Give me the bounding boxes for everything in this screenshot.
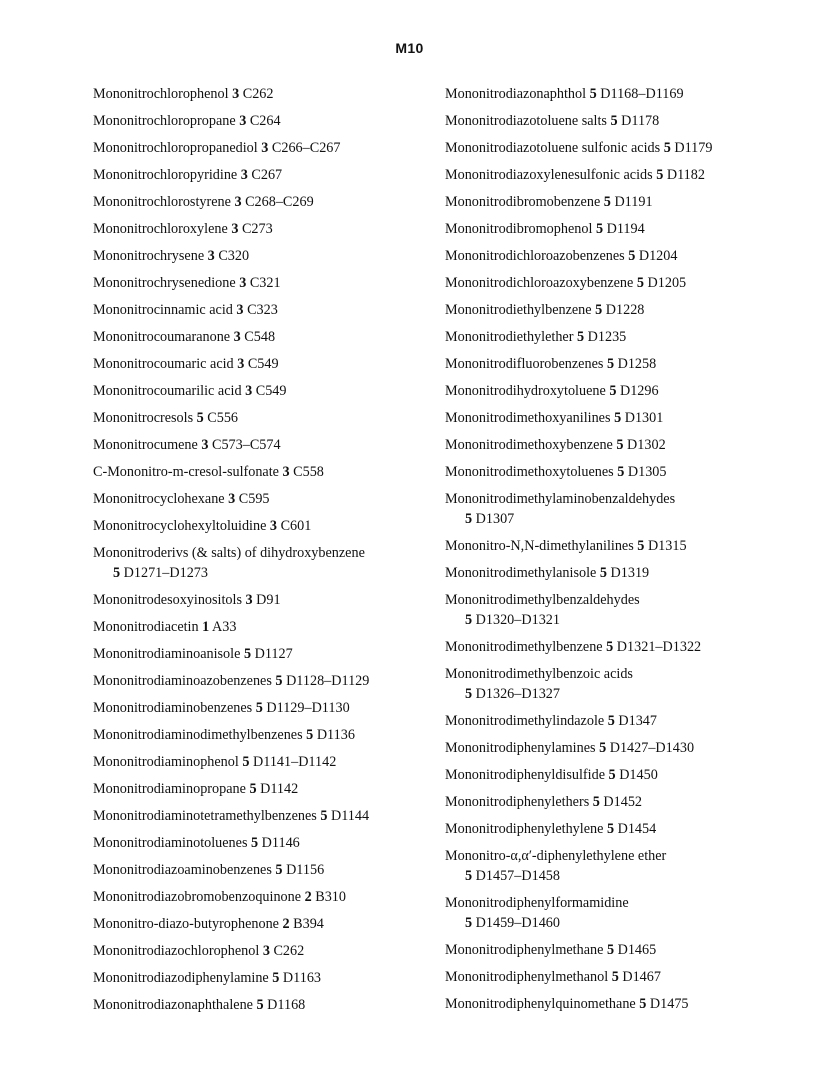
entry-term: Mononitrodiphenylmethanol (445, 969, 609, 985)
entry-volume: 3 (282, 464, 290, 480)
entry-pages: D1128–D1129 (286, 673, 370, 689)
entry-term: Mononitrodiazodiphenylamine (93, 970, 269, 986)
index-entry (93, 725, 428, 752)
entry-term: Mononitrodimethylbenzene (445, 639, 603, 655)
entry-pages: B394 (293, 916, 324, 932)
entry-term: Mononitrodichloroazobenzenes (445, 248, 625, 264)
index-entry (445, 300, 815, 327)
entry-pages: C266–C267 (271, 140, 341, 156)
entry-pages: D1129–D1130 (266, 700, 350, 716)
index-entry (93, 489, 428, 516)
entry-term: Mononitrodimethylbenzoic acids (445, 666, 633, 682)
entry-continuation (445, 866, 815, 886)
index-entry (445, 994, 815, 1021)
index-entry (93, 300, 428, 327)
index-entry (93, 354, 428, 381)
index-entry (93, 138, 428, 165)
entry-term: Mononitrodiaminopropane (93, 781, 246, 797)
entry-term: Mononitrocresols (93, 410, 194, 426)
entry-term: Mononitrodimethoxybenzene (445, 437, 613, 453)
index-entry (445, 84, 815, 111)
entry-term: Mononitrochrysene (93, 248, 205, 264)
index-entry (445, 967, 815, 994)
entry-term: Mononitrochloropropanediol (93, 140, 258, 156)
entry-pages: D1301 (624, 410, 664, 426)
index-entry (445, 408, 815, 435)
index-entry (93, 84, 428, 111)
entry-pages: C262 (242, 86, 274, 102)
entry-term: Mononitrodibromophenol (445, 221, 593, 237)
index-entry (93, 671, 428, 698)
entry-volume: 1 (202, 619, 210, 635)
index-entry (445, 138, 815, 165)
index-entry (445, 381, 815, 408)
entry-term: Mononitrodiphenylformamidine (445, 895, 629, 911)
entry-volume: 5 (272, 970, 280, 986)
index-entry (93, 246, 428, 273)
entry-term: Mononitro-diazo-butyrophenone (93, 916, 279, 932)
entry-volume: 5 (306, 727, 314, 743)
entry-volume: 3 (233, 329, 241, 345)
entry-pages: D1307 (475, 511, 515, 527)
entry-pages: D1475 (649, 996, 689, 1012)
index-column-right (445, 84, 815, 1021)
entry-volume: 5 (609, 383, 617, 399)
entry-volume: 2 (282, 916, 290, 932)
index-entry (93, 887, 428, 914)
entry-term: Mononitrodiphenylamines (445, 740, 596, 756)
entry-volume: 5 (616, 437, 624, 453)
entry-pages: C321 (249, 275, 281, 291)
entry-pages: D1454 (617, 821, 657, 837)
entry-pages: D1205 (647, 275, 687, 291)
entry-volume: 3 (207, 248, 215, 264)
entry-pages: D1163 (282, 970, 322, 986)
entry-term: Mononitrodiaminotoluenes (93, 835, 248, 851)
entry-pages: D1450 (619, 767, 658, 783)
entry-pages: C273 (241, 221, 273, 237)
index-entry (445, 893, 815, 940)
entry-volume: 5 (595, 221, 604, 237)
entry-volume: 5 (577, 329, 585, 345)
index-entry (93, 968, 428, 995)
entry-pages: D1459–D1460 (475, 915, 560, 931)
entry-pages: C548 (244, 329, 276, 345)
entry-term: Mononitrochloroxylene (93, 221, 228, 237)
entry-pages: D1457–D1458 (475, 868, 560, 884)
entry-term: Mononitro-α,α′-diphenylethylene ether (445, 848, 667, 864)
entry-volume: 3 (236, 302, 244, 318)
entry-volume: 5 (465, 511, 473, 527)
entry-pages: D1452 (603, 794, 643, 810)
entry-term: Mononitrodichloroazoxybenzene (445, 275, 634, 291)
entry-term: Mononitrocoumaranone (93, 329, 231, 345)
entry-pages: D1228 (605, 302, 645, 318)
entry-volume: 5 (608, 767, 616, 783)
entry-volume: 5 (617, 464, 625, 480)
entry-term: Mononitrodiaminophenol (93, 754, 239, 770)
index-entry (93, 462, 428, 489)
entry-term: Mononitrodihydroxytoluene (445, 383, 606, 399)
entry-pages: C549 (255, 383, 287, 399)
entry-pages: D1168 (267, 997, 306, 1013)
entry-term: Mononitroderivs (& salts) of dihydroxybenzene (93, 545, 365, 561)
entry-volume: 3 (237, 356, 245, 372)
entry-volume: 5 (663, 140, 671, 156)
index-entry (445, 590, 815, 637)
entry-volume: 5 (639, 996, 647, 1012)
index-entry (445, 327, 815, 354)
index-entry (445, 738, 815, 765)
index-entry (445, 111, 815, 138)
entry-volume: 5 (465, 686, 473, 702)
index-column-left (93, 84, 428, 1022)
entry-term: Mononitrodiazotoluene salts (445, 113, 607, 129)
entry-volume: 3 (239, 275, 247, 291)
entry-volume: 3 (269, 518, 278, 534)
entry-term: Mononitrodiphenylethers (445, 794, 590, 810)
index-entry (445, 846, 815, 893)
entry-volume: 5 (465, 612, 473, 628)
entry-pages: D1302 (627, 437, 666, 453)
entry-pages: D1144 (330, 808, 370, 824)
entry-volume: 5 (628, 248, 636, 264)
entry-pages: C267 (251, 167, 283, 183)
entry-term: Mononitrodimethoxyanilines (445, 410, 611, 426)
entry-pages: D1178 (621, 113, 660, 129)
index-entry (93, 860, 428, 887)
entry-term: Mononitrodiaminobenzenes (93, 700, 253, 716)
index-entry (93, 543, 428, 590)
entry-term: Mononitrodimethylbenzaldehydes (445, 592, 640, 608)
index-entry (445, 219, 815, 246)
entry-term: Mononitrodiethylether (445, 329, 574, 345)
index-entry (445, 354, 815, 381)
index-entry (445, 765, 815, 792)
entry-pages: C320 (218, 248, 250, 264)
entry-volume: 5 (592, 794, 600, 810)
index-entry (93, 381, 428, 408)
entry-pages: C556 (207, 410, 239, 426)
entry-pages: D1315 (647, 538, 687, 554)
entry-volume: 5 (113, 565, 121, 581)
entry-volume: 5 (243, 646, 252, 662)
entry-term: Mononitrodiphenyldisulfide (445, 767, 605, 783)
entry-pages: D1136 (316, 727, 355, 743)
index-entry (445, 273, 815, 300)
entry-volume: 5 (589, 86, 597, 102)
entry-volume: 5 (465, 868, 473, 884)
entry-pages: C264 (249, 113, 281, 129)
entry-term: Mononitrocyclohexane (93, 491, 225, 507)
entry-pages: D1141–D1142 (253, 754, 337, 770)
index-entry (93, 165, 428, 192)
entry-volume: 3 (231, 221, 239, 237)
entry-volume: 5 (465, 915, 473, 931)
entry-volume: 3 (234, 194, 242, 210)
entry-volume: 3 (245, 383, 253, 399)
entry-continuation (93, 563, 428, 583)
index-entry (93, 435, 428, 462)
page-header: M10 (395, 40, 424, 56)
entry-volume: 5 (599, 740, 607, 756)
entry-term: Mononitrochlorophenol (93, 86, 229, 102)
entry-volume: 5 (251, 835, 259, 851)
entry-pages: D1127 (254, 646, 293, 662)
entry-pages: D1168–D1169 (600, 86, 684, 102)
index-entry (93, 516, 428, 543)
entry-pages: C262 (273, 943, 305, 959)
entry-volume: 3 (228, 491, 236, 507)
entry-term: Mononitrodiazobromobenzoquinone (93, 889, 302, 905)
entry-volume: 5 (614, 410, 622, 426)
entry-volume: 5 (242, 754, 250, 770)
entry-term: Mononitrodesoxyinositols (93, 592, 242, 608)
index-entry (445, 792, 815, 819)
entry-term: Mononitrocumene (93, 437, 198, 453)
entry-term: Mononitrocinnamic acid (93, 302, 233, 318)
entry-term: Mononitrodiaminotetramethylbenzenes (93, 808, 317, 824)
entry-volume: 5 (606, 356, 615, 372)
entry-pages: D1319 (610, 565, 650, 581)
index-entry (93, 219, 428, 246)
index-entry (93, 941, 428, 968)
index-entry (445, 536, 815, 563)
entry-pages: D1191 (614, 194, 653, 210)
entry-pages: C558 (293, 464, 324, 480)
entry-pages: D1156 (286, 862, 325, 878)
entry-term: Mononitrocyclohexyltoluidine (93, 518, 267, 534)
entry-term: C-Mononitro-m-cresol-sulfonate (93, 464, 279, 480)
index-entry (93, 752, 428, 779)
entry-volume: 3 (240, 167, 248, 183)
entry-pages: C268–C269 (245, 194, 314, 210)
entry-term: Mononitrochloropropane (93, 113, 236, 129)
entry-pages: D1182 (666, 167, 705, 183)
entry-pages: D1296 (619, 383, 659, 399)
index-entry (445, 940, 815, 967)
entry-pages: D1427–D1430 (609, 740, 695, 756)
index-entry (93, 327, 428, 354)
entry-pages: C573–C574 (212, 437, 281, 453)
entry-pages: D1347 (618, 713, 657, 729)
entry-volume: 5 (636, 275, 644, 291)
entry-volume: 5 (637, 538, 645, 554)
entry-term: Mononitrodimethylaminobenzaldehydes (445, 491, 676, 507)
index-entry (445, 489, 815, 536)
entry-volume: 3 (232, 86, 240, 102)
index-entry (445, 192, 815, 219)
entry-term: Mononitrochlorostyrene (93, 194, 231, 210)
entry-continuation (445, 684, 815, 704)
index-entry (445, 165, 815, 192)
entry-pages: D1320–D1321 (475, 612, 560, 628)
index-entry (93, 779, 428, 806)
entry-pages: D1179 (674, 140, 713, 156)
entry-pages: D1326–D1327 (475, 686, 560, 702)
entry-volume: 2 (304, 889, 312, 905)
entry-term: Mononitrodiazotoluene sulfonic acids (445, 140, 661, 156)
entry-pages: D1204 (638, 248, 678, 264)
entry-volume: 5 (611, 969, 619, 985)
entry-term: Mononitro-N,N-dimethylanilines (445, 538, 634, 554)
entry-volume: 5 (249, 781, 257, 797)
entry-pages: D1305 (627, 464, 667, 480)
entry-term: Mononitrochloropyridine (93, 167, 238, 183)
index-entry (93, 111, 428, 138)
index-entry (93, 408, 428, 435)
entry-volume: 5 (607, 713, 615, 729)
entry-term: Mononitrodiaminodimethylbenzenes (93, 727, 303, 743)
entry-pages: D1194 (606, 221, 645, 237)
entry-term: Mononitrodimethoxytoluenes (445, 464, 614, 480)
entry-continuation (445, 913, 815, 933)
entry-volume: 5 (606, 639, 614, 655)
entry-term: Mononitrodiazonaphthalene (93, 997, 253, 1013)
entry-continuation (445, 509, 815, 529)
index-entry (445, 246, 815, 273)
entry-volume: 3 (262, 943, 270, 959)
entry-continuation (445, 610, 815, 630)
entry-volume: 5 (603, 194, 611, 210)
entry-pages: D1258 (617, 356, 657, 372)
entry-term: Mononitrocoumaric acid (93, 356, 234, 372)
entry-volume: 3 (261, 140, 269, 156)
index-entry (93, 995, 428, 1022)
entry-volume: 5 (595, 302, 603, 318)
entry-term: Mononitrodiphenylethylene (445, 821, 604, 837)
index-entry (93, 914, 428, 941)
index-entry (445, 462, 815, 489)
entry-pages: C323 (247, 302, 278, 318)
entry-volume: 5 (606, 942, 615, 958)
entry-term: Mononitrodiazochlorophenol (93, 943, 260, 959)
entry-term: Mononitrodimethylanisole (445, 565, 597, 581)
entry-volume: 5 (256, 997, 264, 1013)
index-entry (93, 698, 428, 725)
entry-volume: 5 (320, 808, 328, 824)
entry-term: Mononitrodifluorobenzenes (445, 356, 604, 372)
entry-term: Mononitrodiphenylmethane (445, 942, 604, 958)
entry-pages: D1321–D1322 (616, 639, 702, 655)
entry-term: Mononitrodiazonaphthol (445, 86, 587, 102)
index-entry (93, 806, 428, 833)
entry-pages: C549 (247, 356, 279, 372)
entry-pages: D1271–D1273 (123, 565, 208, 581)
entry-volume: 5 (599, 565, 607, 581)
entry-pages: D1465 (617, 942, 657, 958)
entry-volume: 5 (196, 410, 204, 426)
entry-term: Mononitrodibromobenzene (445, 194, 601, 210)
entry-volume: 5 (275, 862, 283, 878)
index-entry (93, 644, 428, 671)
entry-term: Mononitrodiaminoanisole (93, 646, 241, 662)
entry-term: Mononitrodimethylindazole (445, 713, 605, 729)
entry-volume: 5 (255, 700, 263, 716)
entry-term: Mononitrochrysenedione (93, 275, 236, 291)
entry-volume: 5 (610, 113, 618, 129)
index-entry (445, 819, 815, 846)
entry-pages: D1142 (260, 781, 299, 797)
entry-term: Mononitrodiphenylquinomethane (445, 996, 636, 1012)
index-entry (445, 664, 815, 711)
index-entry (93, 833, 428, 860)
entry-term: Mononitrocoumarilic acid (93, 383, 242, 399)
entry-pages: D1146 (261, 835, 300, 851)
entry-term: Mononitrodiacetin (93, 619, 199, 635)
index-entry (93, 617, 428, 644)
entry-pages: C595 (238, 491, 270, 507)
entry-volume: 5 (275, 673, 283, 689)
entry-pages: A33 (212, 619, 237, 635)
index-entry (445, 435, 815, 462)
entry-pages: B310 (315, 889, 346, 905)
index-entry (93, 273, 428, 300)
entry-volume: 5 (606, 821, 615, 837)
index-entry (445, 711, 815, 738)
entry-pages: D91 (256, 592, 281, 608)
entry-volume: 3 (245, 592, 253, 608)
entry-term: Mononitrodiaminoazobenzenes (93, 673, 272, 689)
entry-term: Mononitrodiazoaminobenzenes (93, 862, 272, 878)
index-entry (445, 563, 815, 590)
entry-term: Mononitrodiazoxylenesulfonic acids (445, 167, 653, 183)
entry-term: Mononitrodiethylbenzene (445, 302, 592, 318)
index-entry (445, 637, 815, 664)
entry-volume: 3 (201, 437, 209, 453)
entry-pages: D1467 (622, 969, 661, 985)
index-entry (93, 590, 428, 617)
entry-pages: C601 (280, 518, 312, 534)
index-entry (93, 192, 428, 219)
entry-volume: 3 (239, 113, 247, 129)
entry-volume: 5 (656, 167, 664, 183)
entry-pages: D1235 (587, 329, 627, 345)
